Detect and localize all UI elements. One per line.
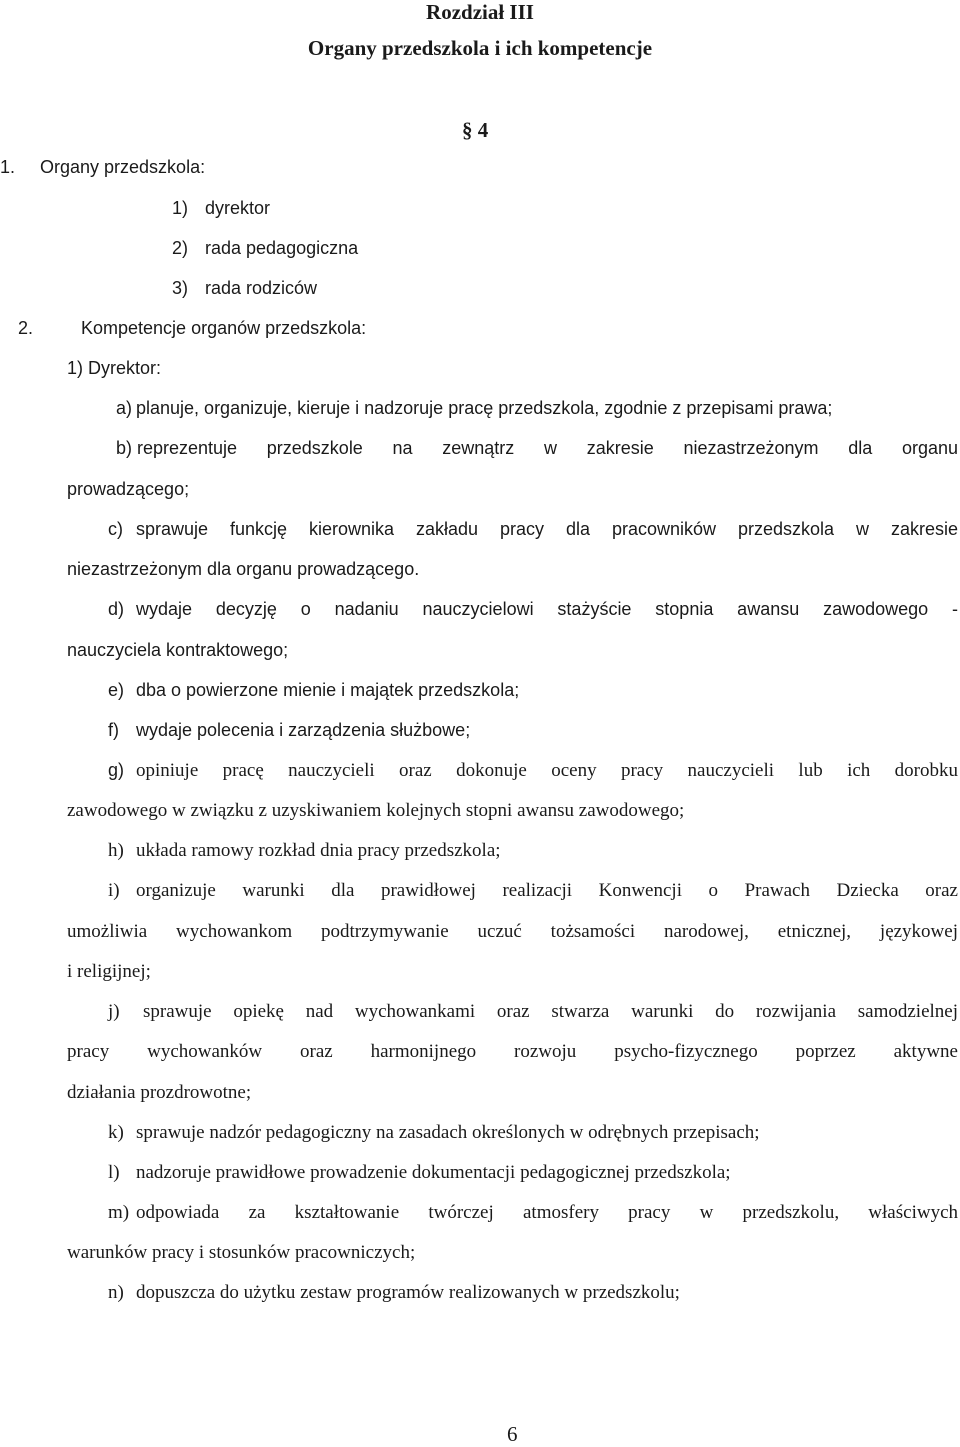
item-label-n: n): [108, 1282, 124, 1303]
item-h-text: układa ramowy rozkład dnia pracy przedszkola;: [136, 840, 501, 861]
organ-item-dyrektor: dyrektor: [205, 198, 271, 218]
chapter-title: Organy przedszkola i ich kompetencje: [307, 36, 653, 60]
organs-heading: Organy przedszkola:: [40, 157, 206, 177]
director-heading: 1) Dyrektor:: [67, 358, 162, 378]
item-j-continuation-2: działania prozdrowotne;: [67, 1082, 252, 1103]
item-e-text: dba o powierzone mienie i majątek przedszkola;: [136, 680, 520, 700]
item-a-text: planuje, organizuje, kieruje i nadzoruje pracę przedszkola, zgodnie z przepisami prawa;: [136, 398, 833, 418]
item-i-continuation: umożliwia wychowankom podtrzymywanie uczuć tożsamości narodowej, etnicznej, językowej: [67, 921, 958, 942]
competences-heading: Kompetencje organów przedszkola:: [81, 318, 367, 338]
section-mark: § 4: [462, 118, 489, 142]
competences-number: 2.: [18, 318, 34, 338]
chapter-heading: Rozdział III: [426, 0, 534, 24]
item-m-continuation: warunków pracy i stosunków pracowniczych;: [67, 1242, 416, 1263]
item-i-continuation-2: i religijnej;: [67, 961, 151, 982]
organ-item-num: 3): [172, 278, 189, 298]
item-label-h: h): [108, 840, 124, 861]
item-g-text: opiniuje pracę nauczycieli oraz dokonuje oceny pracy nauczycieli lub ich dorobku: [136, 760, 958, 781]
item-label-i: i): [108, 880, 120, 901]
item-n-text: dopuszcza do użytku zestaw programów realizowanych w przedszkolu;: [136, 1282, 680, 1303]
organ-item-num: 2): [172, 238, 189, 258]
item-d-text: wydaje decyzję o nadaniu nauczycielowi stażyście stopnia awansu zawodowego -: [136, 599, 958, 619]
item-label-k: k): [108, 1122, 124, 1143]
item-label-g: g): [108, 760, 125, 780]
item-j-continuation: pracy wychowanków oraz harmonijnego rozwoju psycho-fizycznego poprzez aktywne: [67, 1041, 958, 1062]
item-i-text: organizuje warunki dla prawidłowej realizacji Konwencji o Prawach Dziecka oraz: [136, 880, 958, 901]
item-d-continuation: nauczyciela kontraktowego;: [67, 640, 289, 660]
item-label-m: m): [108, 1202, 130, 1223]
item-label-b: b): [116, 438, 133, 458]
item-label-f: f): [108, 720, 119, 740]
item-c-text: sprawuje funkcję kierownika zakładu pracy dla pracowników przedszkola w zakresie: [136, 519, 958, 539]
page-number: 6: [507, 1422, 518, 1446]
item-m-text: odpowiada za kształtowanie twórczej atmosfery pracy w przedszkolu, właściwych: [136, 1202, 958, 1223]
item-label-d: d): [108, 599, 125, 619]
organ-item-num: 1): [172, 198, 189, 218]
item-label-a: a): [116, 398, 133, 418]
item-b-text: reprezentuje przedszkole na zewnątrz w zakresie niezastrzeżonym dla organu: [137, 438, 958, 458]
organs-number: 1.: [0, 157, 16, 177]
item-label-l: l): [108, 1162, 120, 1183]
organ-item-rada-pedagogiczna: rada pedagogiczna: [205, 238, 359, 258]
item-g-continuation: zawodowego w związku z uzyskiwaniem kolejnych stopni awansu zawodowego;: [67, 800, 685, 821]
item-b-continuation: prowadzącego;: [67, 479, 190, 499]
item-l-text: nadzoruje prawidłowe prowadzenie dokumentacji pedagogicznej przedszkola;: [136, 1162, 731, 1183]
item-label-c: c): [108, 519, 123, 539]
item-c-continuation: niezastrzeżonym dla organu prowadzącego.: [67, 559, 420, 579]
organ-item-rada-rodzicow: rada rodziców: [205, 278, 318, 298]
item-k-text: sprawuje nadzór pedagogiczny na zasadach określonych w odrębnych przepisach;: [136, 1122, 760, 1143]
item-f-text: wydaje polecenia i zarządzenia służbowe;: [136, 720, 471, 740]
item-j-text: sprawuje opiekę nad wychowankami oraz stwarza warunki do rozwijania samodzielnej: [143, 1001, 958, 1022]
item-label-e: e): [108, 680, 125, 700]
item-label-j: j): [108, 1001, 120, 1022]
